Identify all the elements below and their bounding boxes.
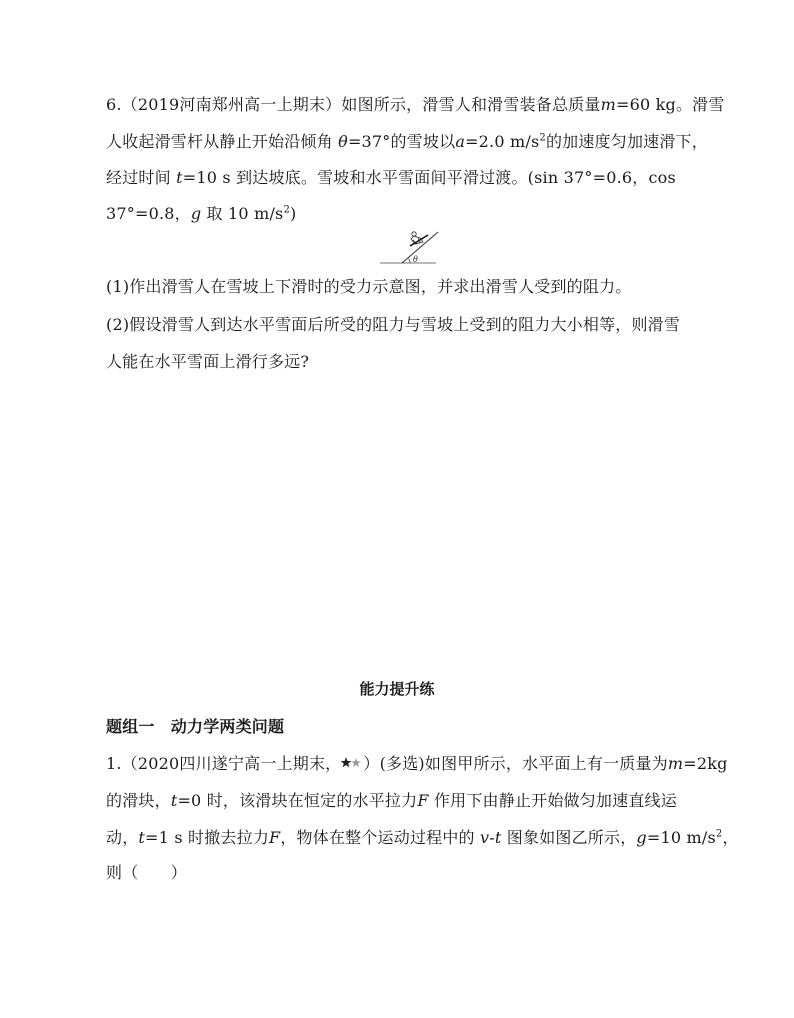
text: =2.0 m/s	[465, 132, 540, 151]
text: 的滑块，	[106, 791, 171, 810]
text: 作用下由静止开始做匀加速直线运	[428, 791, 677, 810]
text: =0 时，该滑块在恒定的水平拉力	[177, 791, 418, 810]
text: =10 s 到达坡底。雪坡和水平雪面间平滑过渡。(sin 37°=0.6，cos	[182, 168, 676, 187]
ski-slope-figure	[380, 226, 440, 268]
problem1-line4	[106, 862, 187, 884]
superscript: 2	[715, 828, 723, 840]
text: =2kg	[683, 754, 728, 773]
var-t: t	[138, 828, 146, 847]
text: 37°=0.8，	[106, 204, 191, 223]
var-a: a	[455, 132, 466, 151]
var-m: m	[600, 95, 616, 114]
text: )	[290, 204, 297, 223]
problem6-line2	[106, 131, 708, 153]
group-title	[106, 716, 284, 738]
text: 题组一 动力学两类问题	[106, 717, 285, 736]
var-m: m	[667, 754, 684, 773]
var-F: F	[417, 791, 429, 810]
section-title: 能力提升练	[359, 680, 435, 698]
theta-label: θ	[413, 255, 418, 264]
slope-line	[402, 232, 438, 263]
text: ，物体在整个运动过程中的	[280, 828, 481, 847]
text: 动，	[106, 828, 139, 847]
problem6-line3	[106, 167, 676, 189]
text: (1)作出滑雪人在雪坡上下滑时的受力示意图，并求出滑雪人受到的阻力。	[106, 277, 632, 296]
problem6-question2-line1	[106, 314, 680, 336]
text: =60 kg。滑雪	[615, 95, 725, 114]
text: 则（ ）	[106, 863, 188, 882]
text: 1.（2020四川遂宁高一上期末，	[106, 754, 342, 773]
problem6-question1	[106, 276, 631, 298]
var-g: g	[190, 204, 202, 223]
text: 经过时间	[106, 168, 177, 187]
problem1-line1	[106, 753, 728, 775]
problem6-question2-line2	[106, 351, 309, 373]
text: 图象如图乙所示，	[501, 828, 637, 847]
text: 人收起滑雪杆从静止开始沿倾角	[106, 132, 339, 151]
var-vt: v-t	[480, 828, 502, 847]
var-t: t	[170, 791, 178, 810]
text: 人能在水平雪面上滑行多远?	[106, 352, 310, 371]
var-theta: θ	[338, 132, 348, 151]
superscript: 2	[539, 132, 546, 144]
text: ，	[722, 828, 739, 847]
var-t: t	[176, 168, 183, 187]
angle-arc	[409, 258, 410, 263]
var-g: g	[636, 828, 647, 847]
text: ）(多选)如图甲所示，水平面上有一质量为	[363, 754, 668, 773]
problem1-line2	[106, 790, 677, 812]
text: (2)假设滑雪人到达水平雪面后所受的阻力与雪坡上受到的阻力大小相等，则滑雪	[106, 315, 681, 334]
text: 取 10 m/s	[201, 204, 284, 223]
problem1-line3	[106, 827, 739, 849]
text: 6.（2019河南郑州高一上期末）如图所示，滑雪人和滑雪装备总质量	[106, 95, 601, 114]
text: =10 m/s	[646, 828, 716, 847]
problem6-line1	[106, 94, 725, 116]
text: =1 s 时撤去拉力	[145, 828, 270, 847]
skier-icon	[410, 232, 428, 246]
problem6-line4	[106, 203, 296, 225]
difficulty-stars-icon	[341, 756, 363, 770]
var-F: F	[269, 828, 281, 847]
text: 的加速度匀加速滑下，	[545, 132, 708, 151]
superscript: 2	[283, 204, 291, 216]
text: =37°的雪坡以	[347, 132, 456, 151]
